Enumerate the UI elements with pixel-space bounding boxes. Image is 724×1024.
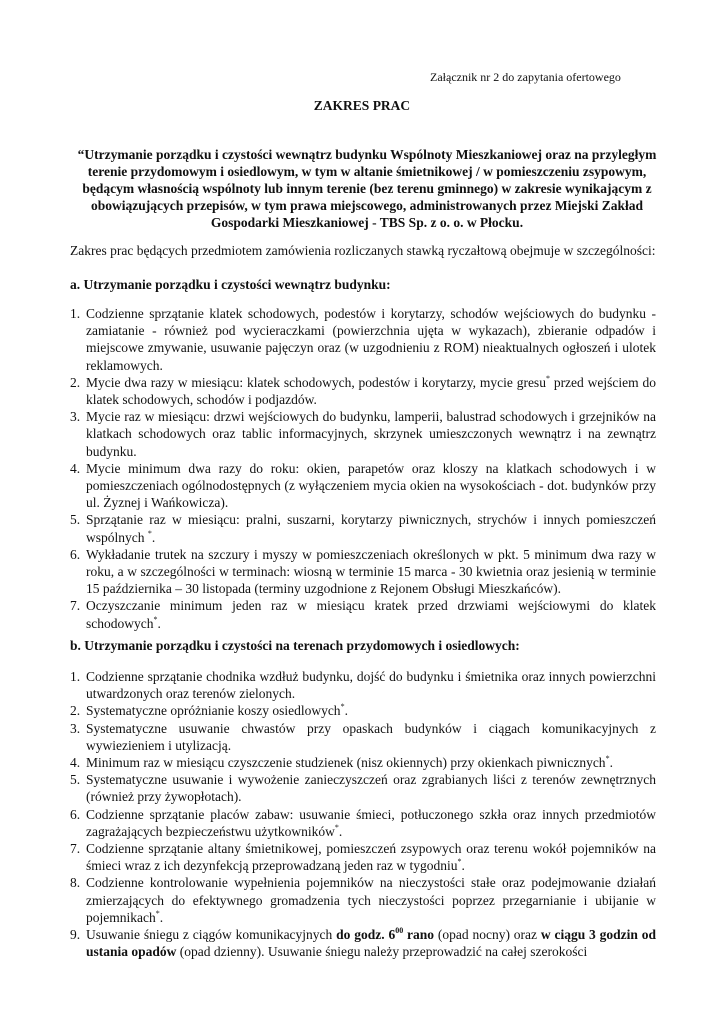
item-number: 4. (70, 755, 81, 771)
item-text: Mycie dwa razy w miesiącu: klatek schodowych, podestów i korytarzy, mycie gresu (86, 374, 546, 390)
item-text-cont: . (151, 529, 156, 545)
footnote-mark: * (334, 822, 339, 832)
item-number: 4. (70, 460, 81, 476)
list-item (70, 408, 656, 460)
item-number: 3. (70, 720, 81, 736)
item-text-cont: przed wejściem do klatek schodowych, schodów i podjazdów. (86, 374, 656, 408)
list-item (70, 305, 656, 374)
item-text-end: (opad dzienny). Usuwanie śniegu należy przeprowadzić na całej szerokości (176, 944, 588, 960)
item-text: Oczyszczanie minimum jeden raz w miesiącu kratek przed drzwiami wejściowymi do klatek schodowych (86, 598, 656, 631)
item-text-cont: . (159, 909, 164, 925)
item-text: Usuwanie śniegu z ciągów komunikacyjnych (86, 927, 337, 943)
item-number: 2. (70, 374, 81, 390)
item-text: Codzienne sprzątanie altany śmietnikowej, pomieszczeń zsypowych oraz terenu wokół pojemników na śmieci wraz z ich dezynfekcją przeprowadzaną jeden raz w tygodniu (86, 841, 656, 874)
item-number: 1. (70, 306, 81, 321)
item-number: 6. (70, 546, 81, 562)
item-text-cont: . (461, 858, 465, 874)
list-item (70, 511, 656, 545)
item-number: 7. (70, 598, 81, 614)
item-text: Codzienne sprzątanie placów zabaw: usuwanie śmieci, potłuczonego szkła oraz innych przedmiotów zagrażających bezpieczeństwu użytkowników (86, 806, 656, 839)
list-item (70, 668, 656, 702)
item-text: Wykładanie trutek na szczury i myszy w pomieszczeniach określonych w pkt. 5 minimum dwa razy w roku, a w szczególności w terminach: wiosną w terminie 15 marca - 30 kwietnia oraz jesienią w terminie 15 października – 30 listopada (terminy uzgodnione z Rejonem Obsługi Mieszkańców). (86, 546, 656, 597)
item-text: Systematyczne opróżnianie koszy osiedlowych (86, 703, 341, 719)
list-item (70, 720, 656, 754)
section-b-heading: b. Utrzymanie porządku i czystości na terenach przydomowych i osiedlowych: (70, 638, 520, 653)
footnote-mark: * (155, 908, 160, 918)
list-item (70, 374, 656, 408)
section-a-list (70, 305, 656, 632)
list-item (70, 806, 656, 840)
footnote-mark: * (545, 373, 550, 383)
item-number: 1. (70, 669, 81, 684)
list-item (70, 702, 656, 719)
item-number: 2. (70, 703, 81, 719)
item-text: Codzienne sprzątanie klatek schodowych, podestów i korytarzy, schodów wejściowych do budynku - zamiatanie - również pod wycieraczkami (powierzchnia ujęta w wykazach), zbieranie odpadów i miejscowe zmywanie, usuwanie pajęczyn oraz (w uzgodnieniu z ROM) nieaktualnych ogłoszeń i ulotek reklamowych. (86, 306, 656, 373)
list-item (70, 840, 656, 874)
item-number: 6. (70, 806, 81, 822)
item-text-cont: . (344, 703, 348, 719)
item-bold-deadline: w ciągu 3 godzin od ustania opadów (86, 927, 656, 960)
list-item (70, 546, 656, 598)
item-text: Mycie raz w miesiącu: drzwi wejściowych do budynku, lamperii, balustrad schodowych i grzejników na klatkach schodowych oraz tablic informacyjnych, skrzynek umieszczonych wewnątrz i na zewnątrz budynku. (86, 409, 656, 459)
item-text: Systematyczne usuwanie i wywożenie zanieczyszczeń oraz zgrabianych liści z terenów zewnętrznych (również przy żywopłotach). (86, 772, 656, 805)
list-item (70, 460, 656, 512)
footnote-mark: * (153, 614, 158, 624)
page-title: ZAKRES PRAC (313, 98, 411, 113)
list-item (70, 597, 656, 631)
item-number: 9. (70, 927, 81, 943)
item-number: 8. (70, 875, 81, 891)
item-text: Codzienne kontrolowanie wypełnienia pojemników na nieczystości stałe oraz podejmowanie działań zmierzających do efektywnego gromadzenia tych nieczystości poprzez przegarnianie i ubijanie w pojemnikach (86, 875, 656, 925)
item-text: Codzienne sprzątanie chodnika wzdłuż budynku, dojść do budynku i śmietnika oraz innych powierzchni utwardzonych oraz terenów zielonych. (86, 669, 656, 702)
footnote-mark: * (605, 754, 610, 764)
annex-label: Załącznik nr 2 do zapytania ofertowego (430, 70, 621, 84)
item-text-cont: . (157, 615, 161, 631)
list-item (70, 754, 656, 771)
item-text: Sprzątanie raz w miesiącu: pralni, suszarni, korytarzy piwnicznych, strychów i innych pomieszczeń wspólnych (86, 512, 656, 545)
list-item (70, 926, 656, 960)
footnote-mark: * (147, 528, 152, 538)
footnote-mark: * (457, 857, 462, 867)
item-text: Systematyczne usuwanie chwastów przy opaskach budynków i ciągach komunikacyjnych z wywiezieniem i utylizacją. (86, 720, 656, 753)
item-text-cont: (opad nocny) oraz (434, 927, 541, 943)
list-item (70, 874, 656, 926)
subject-heading: “Utrzymanie porządku i czystości wewnątrz budynku Wspólnoty Mieszkaniowej oraz na przyległym terenie przydomowym i osiedlowym, w tym w altanie śmietnikowej / w pomieszczeniu zsypowym, będącym własnością wspólnoty lub innym terenie (bez terenu gminnego) w zakresie wynikającym z obowiązujących przepisów, w tym prawa miejscowego, administrowanych przez Miejski Zakład Gospodarki Mieszkaniowej - TBS Sp. z o. o. w Płocku. (77, 147, 657, 230)
item-text: Mycie minimum dwa razy do roku: okien, parapetów oraz kloszy na klatkach schodowych i w pomieszczeniach ogólnodostępnych (z wyłączeniem mycia okien na wysokościach - dot. budynków przy ul. Żyznej i Wańkowicza). (86, 460, 656, 511)
item-number: 5. (70, 772, 81, 788)
footnote-mark: * (340, 702, 345, 712)
item-bold-time: do godz. 6 (336, 927, 396, 943)
item-text-cont: . (609, 755, 613, 771)
item-number: 3. (70, 409, 81, 425)
item-number: 5. (70, 512, 81, 528)
item-text: Minimum raz w miesiącu czyszczenie studzienek (nisz okiennych) przy okienkach piwnicznych (86, 755, 606, 771)
item-bold-morning: rano (403, 927, 435, 943)
item-number: 7. (70, 841, 81, 857)
section-a-heading: a. Utrzymanie porządku i czystości wewnątrz budynku: (70, 277, 391, 292)
intro-paragraph: Zakres prac będących przedmiotem zamówienia rozliczanych stawką ryczałtową obejmuje w szczególności: (70, 243, 656, 258)
item-text-cont: . (338, 823, 343, 839)
time-superscript: 00 (395, 926, 404, 936)
section-b-list (70, 668, 656, 960)
list-item (70, 771, 656, 805)
